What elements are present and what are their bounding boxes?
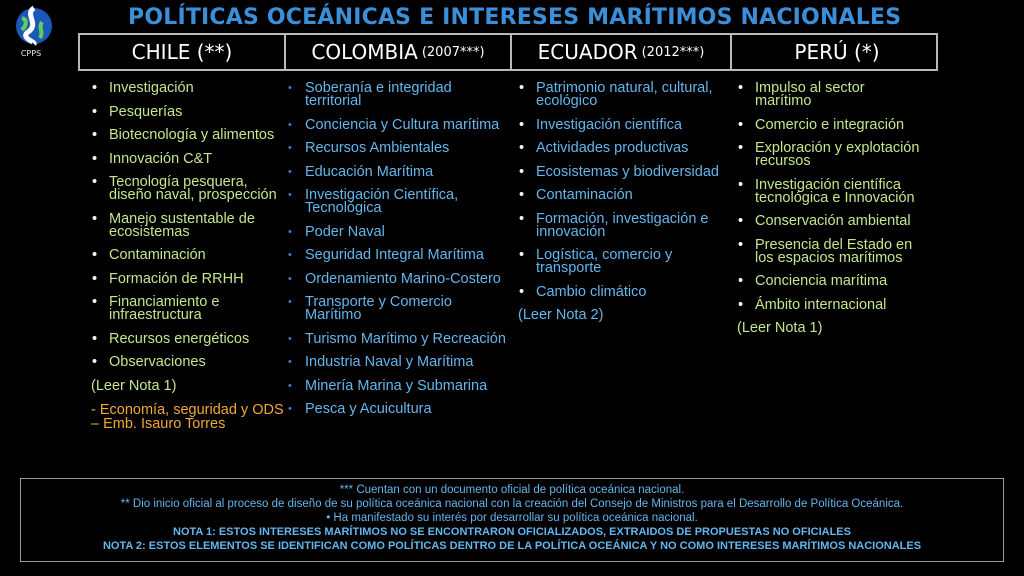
list-item: • Manejo sustentable de ecosistemas bbox=[89, 213, 285, 239]
note-line-2: ** Dio inicio oficial al proceso de diseño de su política oceánica nacional con la creación del Consejo de Ministros para el Desarrollo de Política Oceánica. bbox=[120, 498, 904, 510]
list-item: • Investigación bbox=[89, 82, 285, 95]
header-colombia-year: (2007***) bbox=[421, 44, 485, 60]
list-item: • Minería Marina y Submarina bbox=[285, 380, 510, 393]
ecuador-list bbox=[516, 82, 721, 299]
list-item: • Observaciones bbox=[89, 356, 285, 369]
list-item: • Poder Naval bbox=[285, 226, 510, 239]
column-colombia bbox=[285, 82, 510, 427]
list-item: • Pesca y Acuicultura bbox=[285, 403, 510, 416]
header-colombia-label: COLOMBIA bbox=[311, 40, 418, 64]
column-ecuador bbox=[516, 82, 721, 333]
list-item: • Logística, comercio y transporte bbox=[516, 249, 721, 275]
list-item: • Presencia del Estado en los espacios marítimos bbox=[735, 239, 925, 265]
list-item: • Conciencia y Cultura marítima bbox=[285, 119, 510, 132]
list-item: • Recursos Ambientales bbox=[285, 142, 510, 155]
list-item: • Formación, investigación e innovación bbox=[516, 213, 721, 239]
list-item: • Educación Marítima bbox=[285, 166, 510, 179]
list-item: • Investigación científica bbox=[516, 119, 721, 132]
list-item: • Patrimonio natural, cultural, ecológico bbox=[516, 82, 721, 108]
list-item: • Comercio e integración bbox=[735, 119, 925, 132]
list-item: • Turismo Marítimo y Recreación bbox=[285, 333, 510, 346]
list-item: • Formación de RRHH bbox=[89, 273, 285, 286]
list-item: • Actividades productivas bbox=[516, 142, 721, 155]
colombia-list bbox=[285, 82, 510, 416]
header-chile-label: CHILE (**) bbox=[131, 40, 233, 64]
header-ecuador-label: ECUADOR bbox=[537, 40, 638, 64]
column-peru bbox=[735, 82, 925, 346]
list-item: • Soberanía e integridad territorial bbox=[285, 82, 510, 108]
list-item: • Contaminación bbox=[516, 189, 721, 202]
list-item: • Pesquerías bbox=[89, 106, 285, 119]
list-item: • Ordenamiento Marino-Costero bbox=[285, 273, 510, 286]
chile-list bbox=[89, 82, 285, 369]
note-line-1: *** Cuentan con un documento oficial de política oceánica nacional. bbox=[339, 484, 685, 496]
list-item: • Biotecnología y alimentos bbox=[89, 129, 285, 142]
chile-note: (Leer Nota 1) bbox=[91, 377, 177, 394]
list-item: • Recursos energéticos bbox=[89, 333, 285, 346]
list-item: • Ecosistemas y biodiversidad bbox=[516, 166, 721, 179]
logo-caption: CPPS bbox=[20, 49, 42, 58]
header-chile bbox=[80, 35, 286, 69]
list-item: • Investigación científica tecnológica e Innovación bbox=[735, 179, 925, 205]
list-item: • Cambio climático bbox=[516, 286, 721, 299]
list-item: • Investigación Científica, Tecnológica bbox=[285, 189, 510, 215]
header-peru-label: PERÚ (*) bbox=[794, 40, 880, 64]
ecuador-note: (Leer Nota 2) bbox=[518, 307, 604, 323]
header-peru bbox=[732, 35, 942, 69]
peru-note: (Leer Nota 1) bbox=[737, 320, 823, 336]
header-ecuador bbox=[512, 35, 732, 69]
list-item: • Industria Naval y Marítima bbox=[285, 356, 510, 369]
list-item: • Exploración y explotación recursos bbox=[735, 142, 925, 168]
note-line-5: NOTA 2: ESTOS ELEMENTOS SE IDENTIFICAN COMO POLÍTICAS DENTRO DE LA POLÍTICA OCEÁNICA Y NO COMO INTERESES MARÍTIMOS NACIONALES bbox=[102, 540, 922, 552]
list-item: • Ámbito internacional bbox=[735, 299, 925, 312]
note-line-4: NOTA 1: ESTOS INTERESES MARÍTIMOS NO SE ENCONTRARON OFICIALIZADOS, EXTRAIDOS DE PROPUESTAS NO OFICIALES bbox=[173, 526, 851, 538]
list-item: • Financiamiento e infraestructura bbox=[89, 296, 285, 322]
column-chile bbox=[89, 82, 285, 442]
list-item: • Transporte y Comercio Marítimo bbox=[285, 296, 510, 322]
list-item: • Seguridad Integral Marítima bbox=[285, 249, 510, 262]
list-item: • Tecnología pesquera, diseño naval, prospección bbox=[89, 176, 285, 202]
country-header-row bbox=[78, 33, 938, 71]
list-item: • Innovación C&T bbox=[89, 153, 285, 166]
chile-extra-note: - Economía, seguridad y ODS – Emb. Isauro Torres bbox=[91, 402, 284, 432]
note-line-3: • Ha manifestado su interés por desarrollar su política oceánica nacional. bbox=[326, 512, 698, 524]
list-item: • Impulso al sector marítimo bbox=[735, 82, 925, 108]
header-colombia bbox=[286, 35, 512, 69]
list-item: • Conservación ambiental bbox=[735, 215, 925, 228]
page-title: POLÍTICAS OCEÁNICAS E INTERESES MARÍTIMOS NACIONALES bbox=[128, 5, 902, 30]
header-ecuador-year: (2012***) bbox=[641, 44, 705, 60]
peru-list bbox=[735, 82, 925, 312]
notes-box bbox=[20, 478, 1004, 562]
list-item: • Conciencia marítima bbox=[735, 275, 925, 288]
list-item: • Contaminación bbox=[89, 249, 285, 262]
